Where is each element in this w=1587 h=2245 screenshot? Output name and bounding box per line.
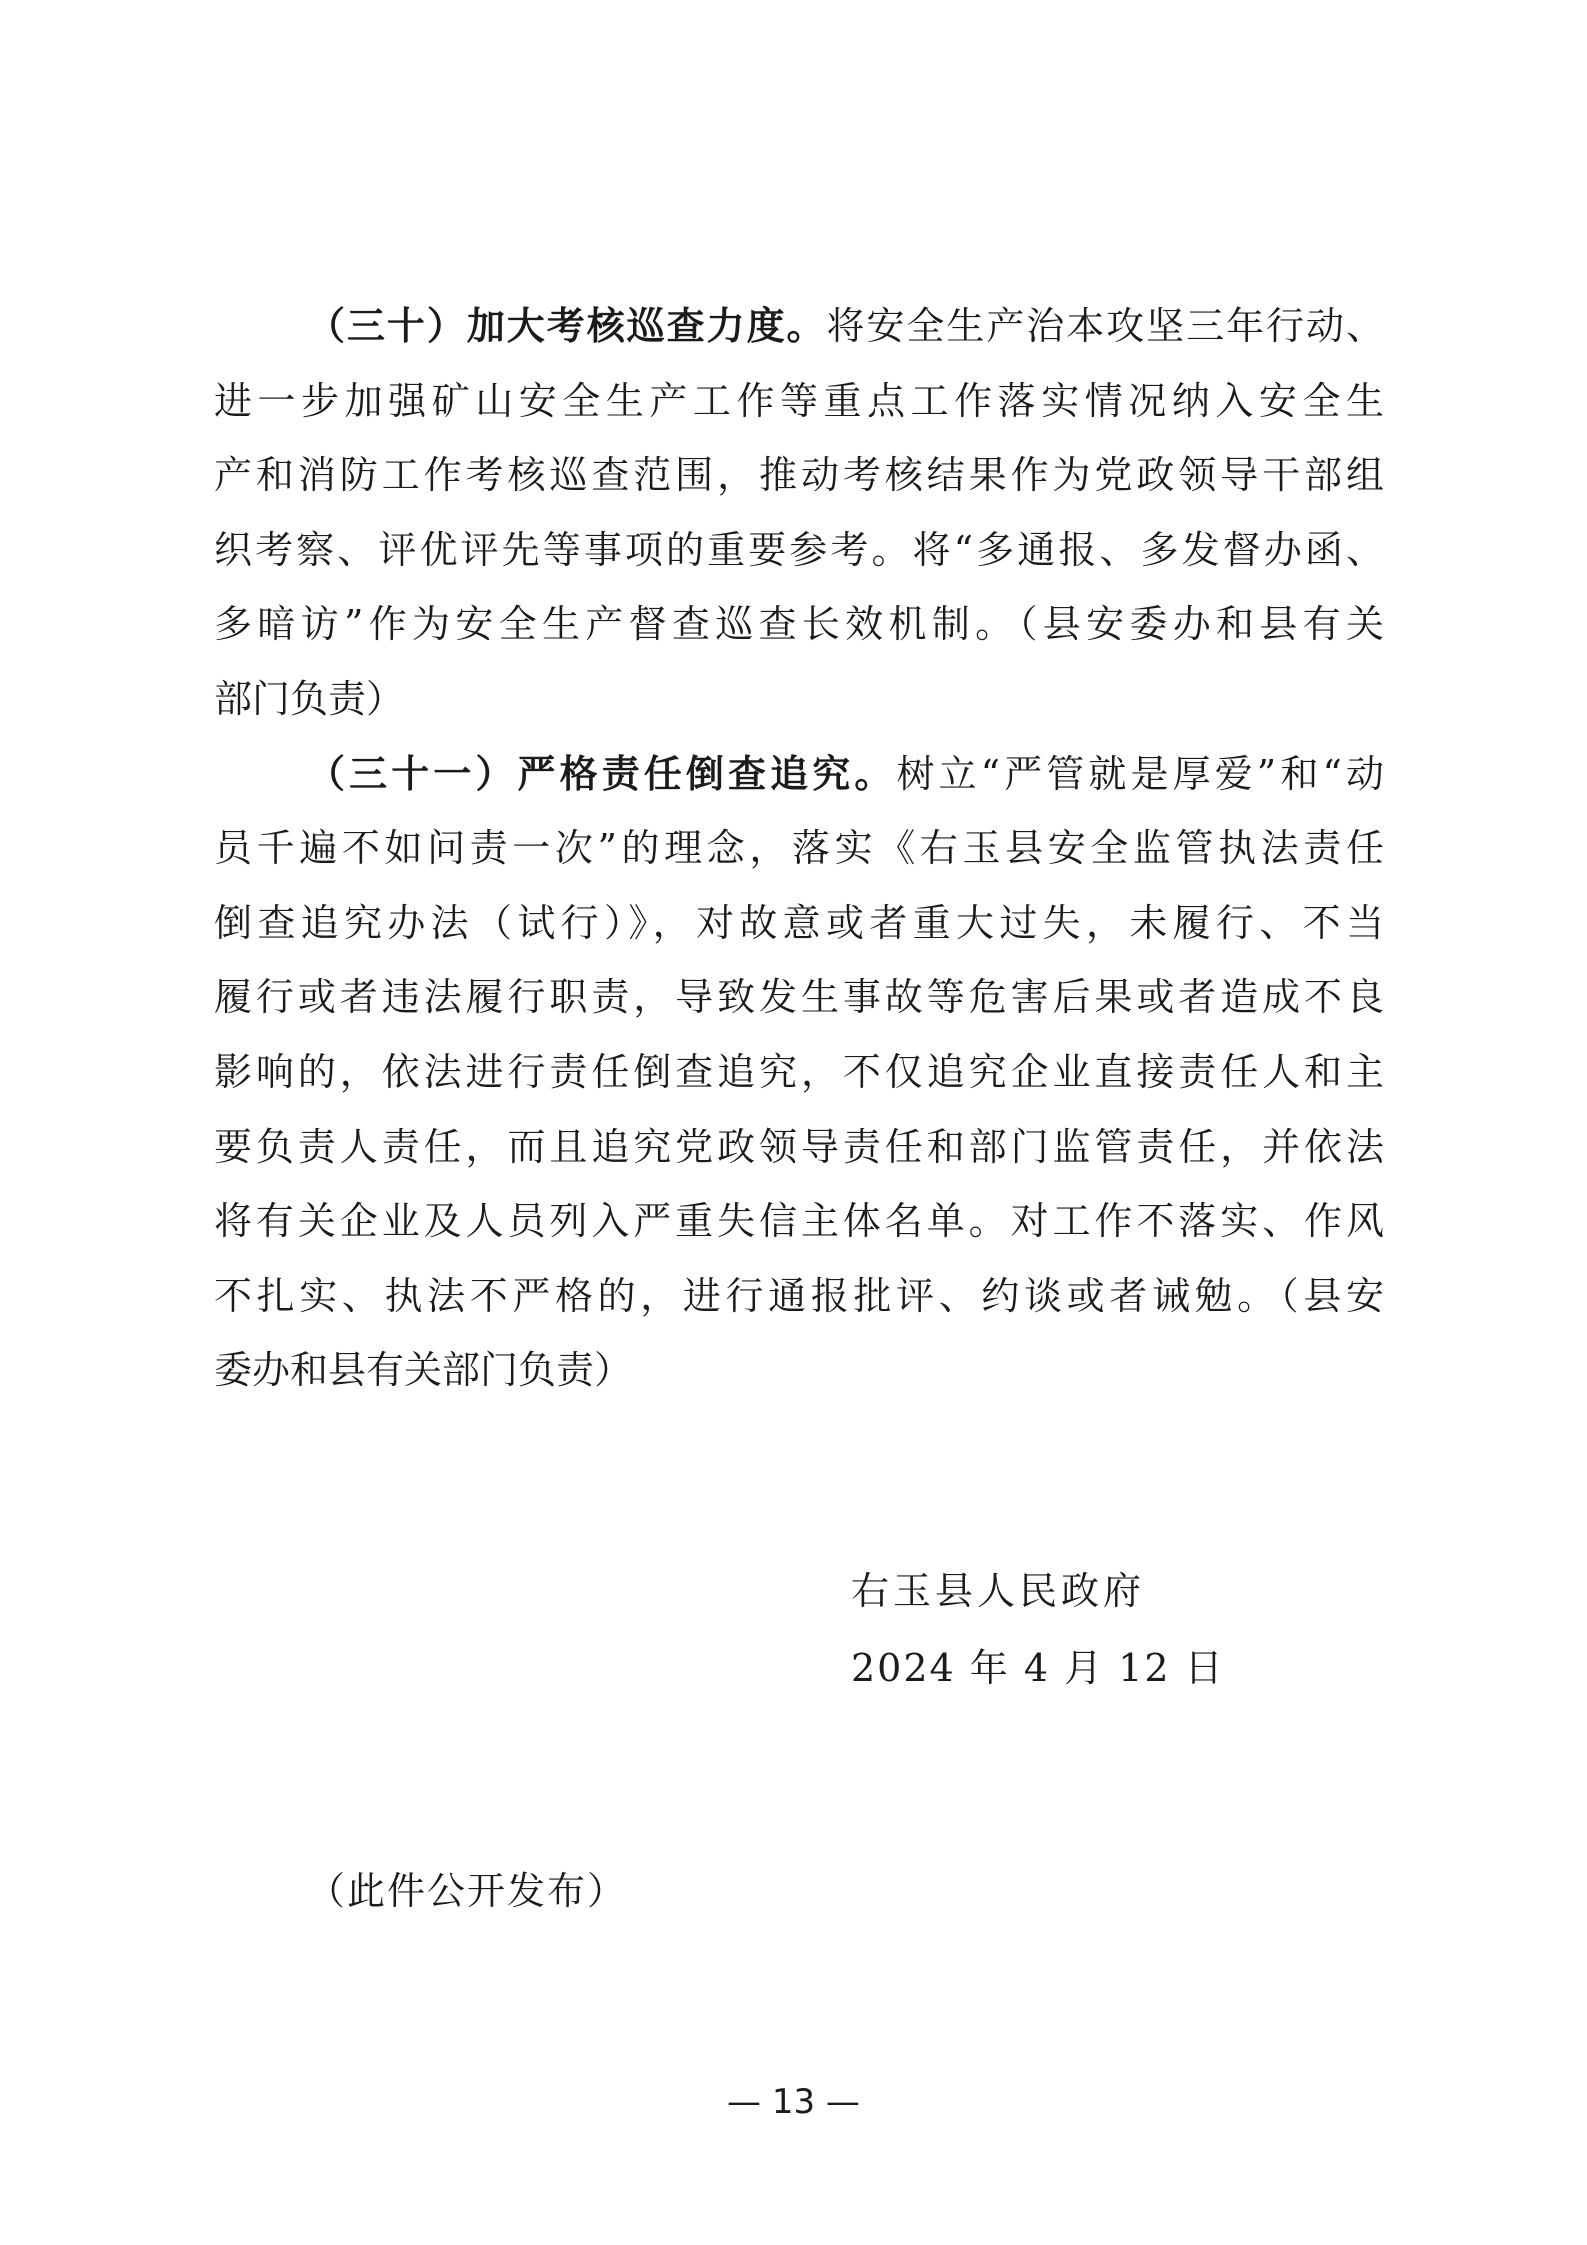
paragraph-line: 部门负责） <box>214 676 405 721</box>
paragraph-text: 树立“严管就是厚爱”和“动 <box>896 751 1384 796</box>
paragraph-line: 产和消防工作考核巡查范围，推动考核结果作为党政领导干部组 <box>214 453 1384 498</box>
paragraph-line: 织考察、评优评先等事项的重要参考。将“多通报、多发督办函、 <box>214 527 1384 572</box>
paragraph-heading: （三十）加大考核巡查力度。 <box>307 303 827 348</box>
document-body <box>214 289 1384 1408</box>
paragraph-31 <box>214 737 1384 1408</box>
paragraph-line <box>214 289 1384 364</box>
signature-block <box>851 1553 1225 1707</box>
paragraph-line: 履行或者违法履行职责，导致发生事故等危害后果或者造成不良 <box>214 975 1384 1020</box>
paragraph-line: 多暗访”作为安全生产督查巡查长效机制。（县安委办和县有关 <box>214 602 1384 647</box>
issue-date: 2024 年 4 月 12 日 <box>851 1646 1225 1690</box>
paragraph-line: 将有关企业及人员列入严重失信主体名单。对工作不落实、作风 <box>214 1199 1384 1244</box>
issuer-name: 右玉县人民政府 <box>851 1569 1146 1613</box>
paragraph-line: 影响的，依法进行责任倒查追究，不仅追究企业直接责任人和主 <box>214 1049 1384 1094</box>
paragraph-line: 倒查追究办法（试行）》，对故意或者重大过失，未履行、不当 <box>214 900 1384 945</box>
paragraph-line: 进一步加强矿山安全生产工作等重点工作落实情况纳入安全生 <box>214 378 1384 423</box>
paragraph-30 <box>214 289 1384 737</box>
paragraph-line: 委办和县有关部门负责） <box>214 1348 633 1393</box>
publish-note: （此件公开发布） <box>307 1869 628 1913</box>
paragraph-line: 要负责人责任，而且追究党政领导责任和部门监管责任，并依法 <box>214 1124 1384 1169</box>
paragraph-line: 员千遍不如问责一次”的理念，落实《右玉县安全监管执法责任 <box>214 826 1384 871</box>
paragraph-line: 不扎实、执法不严格的，进行通报批评、约谈或者诫勉。（县安 <box>214 1273 1384 1318</box>
page-number: — 13 — <box>727 2082 860 2122</box>
paragraph-heading: （三十一）严格责任倒查追究。 <box>307 750 897 796</box>
paragraph-text: 将安全生产治本攻坚三年行动、 <box>826 304 1384 348</box>
paragraph-line <box>214 737 1384 812</box>
